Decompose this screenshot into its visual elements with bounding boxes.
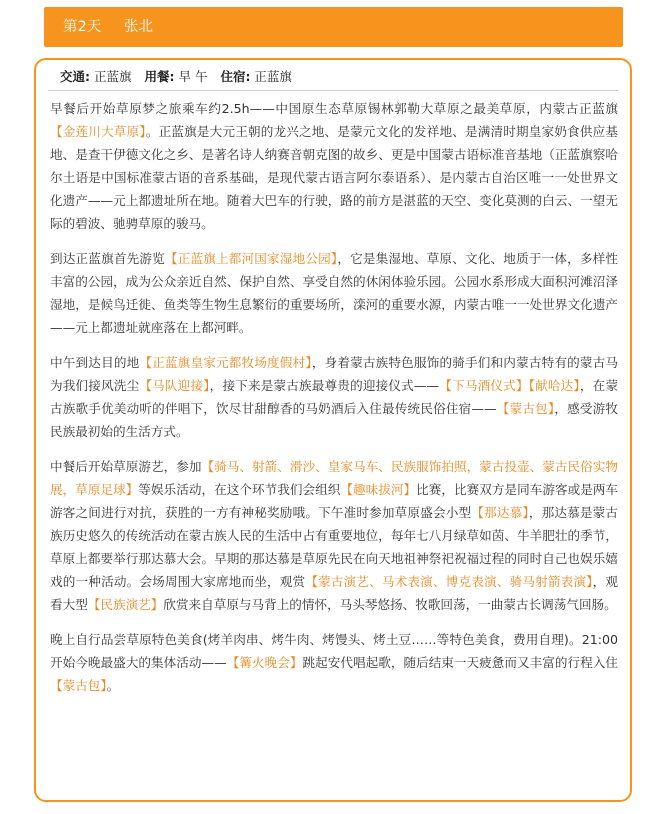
highlight-text: 【蒙古演艺、马术表演、博克表演、骑马射箭表演】 bbox=[305, 574, 593, 589]
body-text: 比赛，比赛双方是同车游客或是两车游客之间进行对抗，获胜的一方有神秘奖励哦。下午准时参加草原盛会小型 bbox=[50, 482, 619, 520]
highlight-text: 【正蓝旗皇家元都牧场度假村】 bbox=[139, 355, 312, 370]
highlight-text: 【民族演艺】 bbox=[87, 597, 164, 612]
highlight-text: 【献哈达】 bbox=[528, 378, 580, 393]
day-number: 第2天 bbox=[63, 19, 102, 35]
meal-label: 用餐: bbox=[144, 69, 175, 84]
body-text: 中餐后开始草原游艺，参加 bbox=[50, 459, 202, 474]
transport-label: 交通: bbox=[60, 69, 90, 84]
body-text: 早餐后开始草原梦之旅乘车约2.5h——中国原生态草原锡林郭勒大草原之最美草原，内蒙古正蓝旗 bbox=[50, 101, 618, 116]
stay-value: 正蓝旗 bbox=[254, 69, 292, 84]
transport-value: 正蓝旗 bbox=[93, 69, 132, 84]
highlight-text: 【蒙古包】 bbox=[496, 401, 555, 416]
body-text: ，身着蒙古族特色服饰的骑手们和内蒙古特有的蒙古马为我们接风洗尘 bbox=[50, 355, 619, 393]
body-text: ，那达慕是蒙古族历史悠久的传统活动在蒙古族人民的生活中占有重要地位，每年七八月绿草如茵、牛羊肥壮的季节，草原上都要举行那达慕大会。早期的那达慕是草原先民在向天地祖神祭祀祝福过程的同时自己也娱乐嬉戏的一种活动。会场周围大家席地而坐，观赏 bbox=[50, 505, 619, 589]
body-text: 等娱乐活动，在这个环节我们会组织 bbox=[138, 482, 341, 497]
highlight-text: 【马队迎接】 bbox=[139, 378, 210, 393]
divider bbox=[48, 90, 618, 91]
body-text: ，它是集湿地、草原、文化、地质于一体，多样性丰富的公园，成为公众亲近自然、保护自然、享受自然的休闲体验乐园。公园水系形成大面积河滩沼泽湿地，是候鸟迁徙、鱼类等生物生息繁衍的重要场所，滦河的重要水源，内蒙古唯一一处世界文化遗产——元上都遗址就座落在上都河畔。 bbox=[50, 251, 619, 335]
body-text: 到达正蓝旗首先游览 bbox=[50, 251, 165, 266]
day-header bbox=[44, 7, 623, 47]
day-info-bar bbox=[60, 67, 292, 87]
highlight-text: 【篝火晚会】 bbox=[226, 655, 303, 670]
highlight-text: 【蒙古包】 bbox=[50, 678, 107, 693]
body-text: 。 bbox=[106, 678, 120, 693]
stay-label: 住宿: bbox=[220, 69, 251, 84]
body-text: ，接下来是蒙古族最尊贵的迎接仪式—— bbox=[209, 378, 440, 393]
day-destination: 张北 bbox=[124, 19, 153, 35]
itinerary-content bbox=[50, 97, 618, 709]
paragraph bbox=[50, 628, 618, 697]
body-text: ，感受游牧民族最初始的生活方式。 bbox=[50, 401, 619, 439]
body-text: 晚上自行品尝草原特色美食(烤羊肉串、烤牛肉、烤馒头、烤土豆……等特色美食，费用自理)。21:00开始今晚最盛大的集体活动—— bbox=[50, 632, 618, 670]
highlight-text: 【正蓝旗上都河国家湿地公园】 bbox=[164, 251, 338, 266]
highlight-text: 【金莲川大草原】 bbox=[50, 124, 146, 139]
paragraph bbox=[50, 455, 618, 616]
meal-value: 早 午 bbox=[178, 69, 208, 84]
body-text: 欣赏来自草原与马背上的情怀，马头琴悠扬、牧歌回荡，一曲蒙古长调荡气回肠。 bbox=[163, 597, 617, 612]
paragraph bbox=[50, 247, 618, 339]
highlight-text: 【那达慕】 bbox=[471, 505, 529, 520]
highlight-text: 【下马酒仪式】 bbox=[439, 378, 529, 393]
body-text: ，在蒙古族歌手优美动听的伴唱下，饮尽甘甜醇香的马奶酒后入住最传统民俗住宿—— bbox=[50, 378, 619, 416]
body-text: ，观看大型 bbox=[50, 574, 619, 612]
paragraph bbox=[50, 351, 618, 443]
highlight-text: 【趣味拔河】 bbox=[340, 482, 417, 497]
body-text: 跳起安代唱起歌，随后结束一天疲惫而又丰富的行程入住 bbox=[302, 655, 619, 670]
body-text: 中午到达目的地 bbox=[50, 355, 140, 370]
paragraph bbox=[50, 97, 618, 235]
highlight-text: 【骑马、射箭、滑沙、皇家马车、民族服饰拍照，蒙古投壶、蒙古民俗实物展，草原足球】 bbox=[50, 459, 619, 497]
body-text: 。正蓝旗是大元王朝的龙兴之地、是蒙元文化的发祥地、是满清时期皇家奶食供应基地、是查干伊德文化之乡、是著名诗人纳赛音朝克图的故乡、更是中国蒙古语标准音基地（正蓝旗察哈尔土语是中国标准蒙古语的音系基础，是现代蒙古语言阿尔泰语系）、是内蒙古自治区唯一一处世界文化遗产——元上都遗址所在地。随着大巴车的行驶，路的前方是湛蓝的天空、变化莫测的白云、一望无际的碧波、驰骋草原的骏马。 bbox=[50, 124, 618, 231]
